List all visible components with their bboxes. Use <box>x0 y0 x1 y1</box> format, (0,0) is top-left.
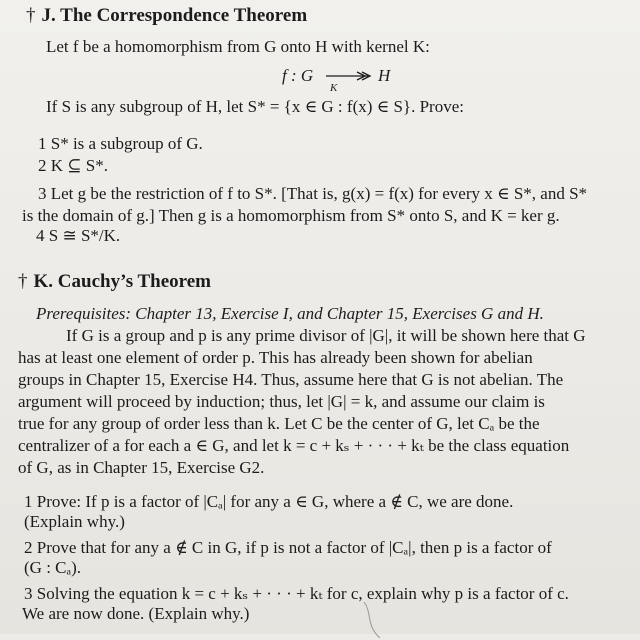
j-item-4: 4 S ≅ S*/K. <box>36 226 121 245</box>
j-item-3-cont: is the domain of g.] Then g is a homomorphism from S* onto S, and K = ker g. <box>22 206 560 225</box>
k-item-1: 1 Prove: If p is a factor of |Cₐ| for any a ∈ G, where a ∉ C, we are done. <box>24 492 514 511</box>
k-para-line: has at least one element of order p. This has already been shown for abelian <box>18 348 533 367</box>
k-item-3: 3 Solving the equation k = c + kₛ + · · · + kₜ for c, explain why p is a factor of c. <box>24 584 569 603</box>
j-item-1: 1 S* is a subgroup of G. <box>38 134 203 153</box>
section-k-prereq: Prerequisites: Chapter 13, Exercise I, and Chapter 15, Exercises G and H. <box>36 304 544 323</box>
section-j-hypothesis: If S is any subgroup of H, let S* = {x ∈ G : f(x) ∈ S}. Prove: <box>46 97 464 116</box>
k-para-line: true for any group of order less than k. Let C be the center of G, let Cₐ be the <box>18 414 540 433</box>
k-para-line: If G is a group and p is any prime divisor of |G|, it will be shown here that G <box>66 326 586 345</box>
map-kernel-sub: K <box>330 82 338 94</box>
arrow-icon <box>326 70 374 82</box>
k-item-2: 2 Prove that for any a ∉ C in G, if p is not a factor of |Cₐ|, then p is a factor of <box>24 538 552 557</box>
j-item-3: 3 Let g be the restriction of f to S*. [That is, g(x) = f(x) for every x ∈ S*, and S* <box>38 184 588 203</box>
section-j-heading <box>26 6 307 26</box>
section-k-heading <box>18 272 211 292</box>
k-para-line: of G, as in Chapter 15, Exercise G2. <box>18 458 265 477</box>
k-para-line: centralizer of a for each a ∈ G, and let k = c + kₛ + · · · + kₜ be the class equation <box>18 436 570 455</box>
section-j-intro: Let f be a homomorphism from G onto H with kernel K: <box>46 37 430 56</box>
map-left: f : G <box>282 66 314 85</box>
section-j-title: J. The Correspondence Theorem <box>41 5 308 26</box>
map-right: H <box>378 66 391 85</box>
dagger-mark: † <box>26 5 36 26</box>
dagger-mark: † <box>18 271 28 292</box>
k-item-2-cont: (G : Cₐ). <box>24 558 82 577</box>
j-item-2: 2 K ⊆ S*. <box>38 156 108 175</box>
k-para-line: argument will proceed by induction; thus, let |G| = k, and assume our claim is <box>18 392 545 411</box>
k-item-3-cont: We are now done. (Explain why.) <box>22 604 250 623</box>
page-curl-mark <box>360 600 390 640</box>
homomorphism-map <box>282 66 313 86</box>
k-item-1-cont: (Explain why.) <box>24 512 125 531</box>
k-para-line: groups in Chapter 15, Exercise H4. Thus, assume here that G is not abelian. The <box>18 370 564 389</box>
section-k-title: K. Cauchy’s Theorem <box>33 271 212 292</box>
